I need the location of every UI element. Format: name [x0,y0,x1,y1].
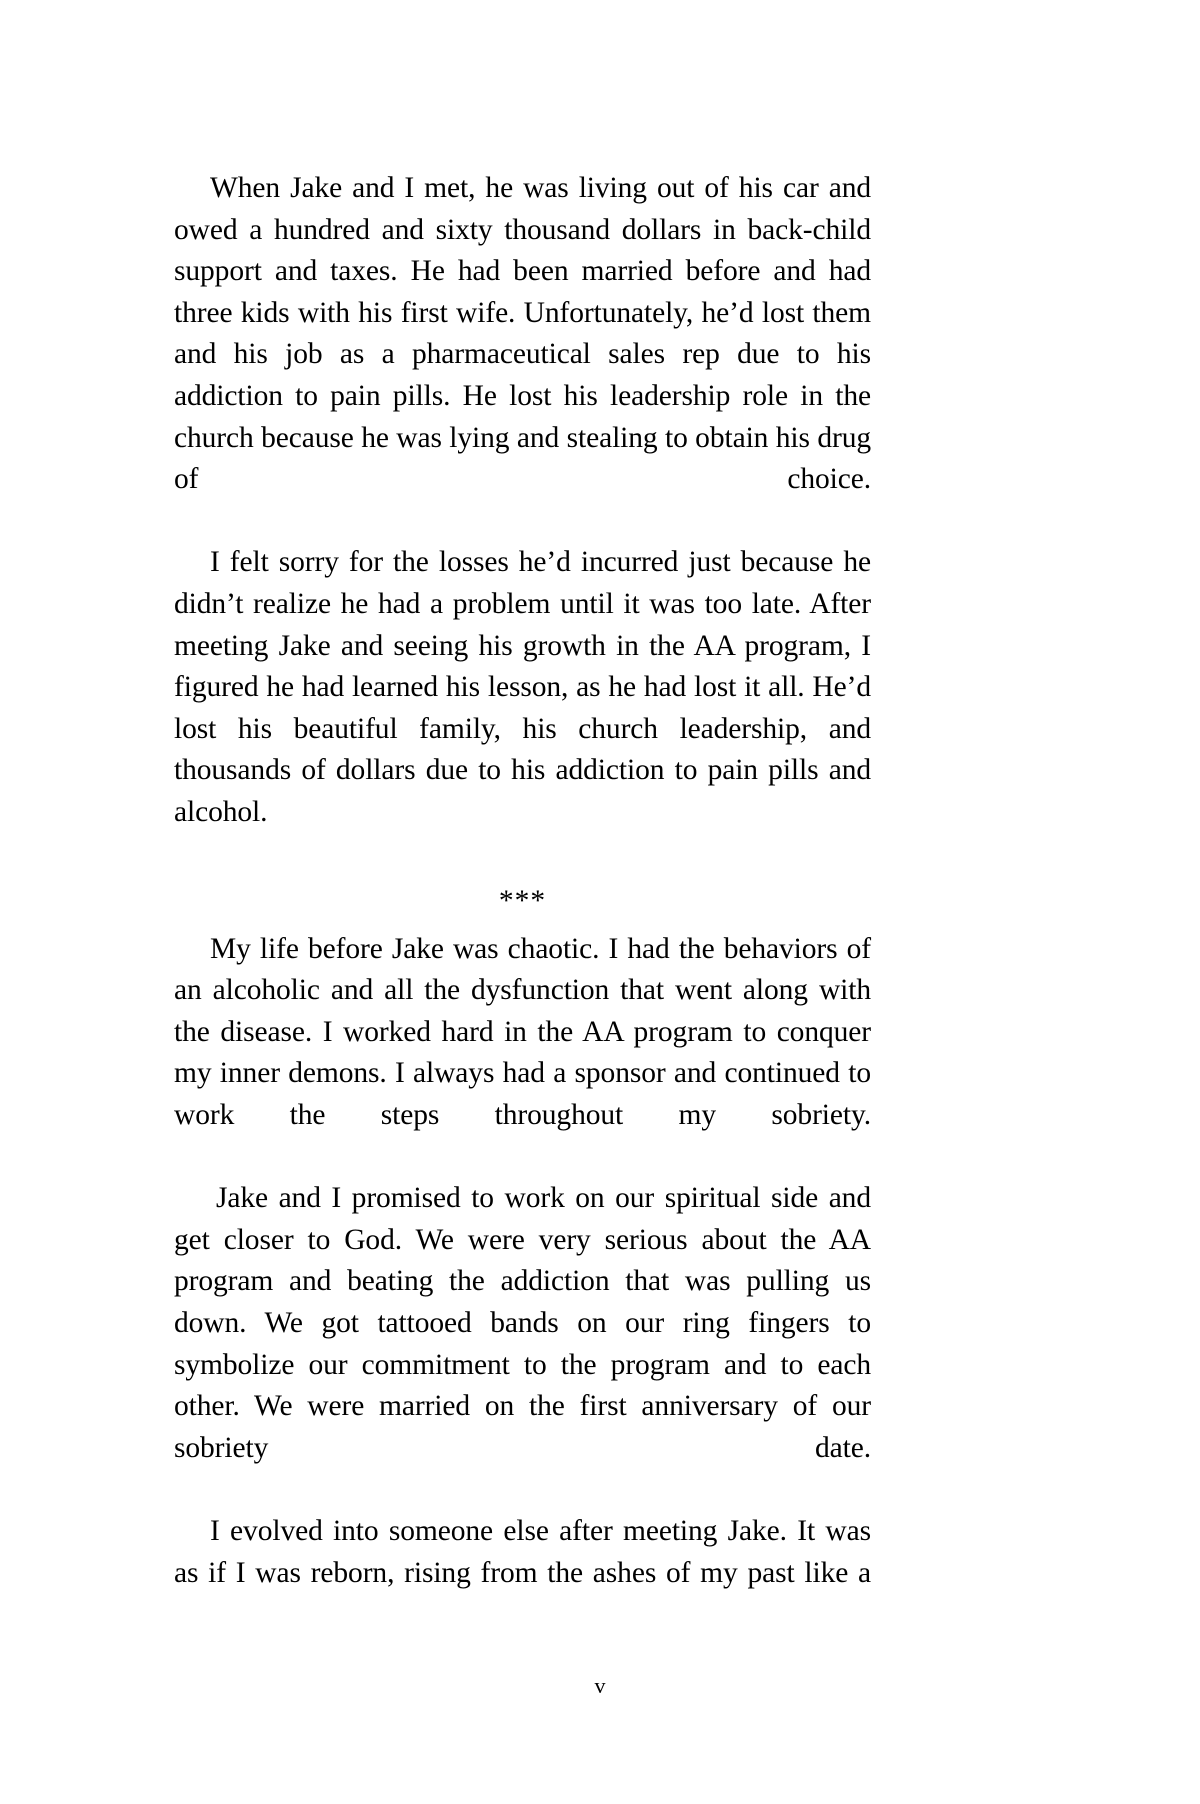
page-number: v [594,1673,606,1698]
paragraph-4: Jake and I promised to work on our spiritual side and get closer to God. We were very serious about the AA program and beating the addiction that was pulling us down. We got tattooed bands on our ring fingers to symbolize our commitment to the program and to each other. We were married on the first anniversary of our sobriety date. [174,1182,871,1464]
scene-break-divider: *** [498,885,547,918]
paragraph-1: When Jake and I met, he was living out of his car and owed a hundred and sixty thousand dollars in back-child support and taxes. He had been married before and had three kids with his first wife. Unfortunately, he’d lost them and his job as a pharmaceutical sales rep due to his addiction to pain pills. He lost his leadership role in the church because he was lying and stealing to obtain his drug of choice. [174,172,871,496]
page-text-block [174,168,871,1636]
paragraph-5: I evolved into someone else after meeting Jake. It was as if I was reborn, rising from the ashes of my past like a [174,1515,871,1589]
paragraph-2: I felt sorry for the losses he’d incurred just because he didn’t realize he had a problem until it was too late. After meeting Jake and seeing his growth in the AA program, I figured he had learned his lesson, as he had lost it all. He’d lost his beautiful family, his church leadership, and thousands of dollars due to his addiction to pain pills and alcohol. [174,546,871,828]
paragraph-3: My life before Jake was chaotic. I had the behaviors of an alcoholic and all the dysfunction that went along with the disease. I worked hard in the AA program to conquer my inner demons. I always had a sponsor and continued to work the steps throughout my sobriety. [174,932,871,1132]
